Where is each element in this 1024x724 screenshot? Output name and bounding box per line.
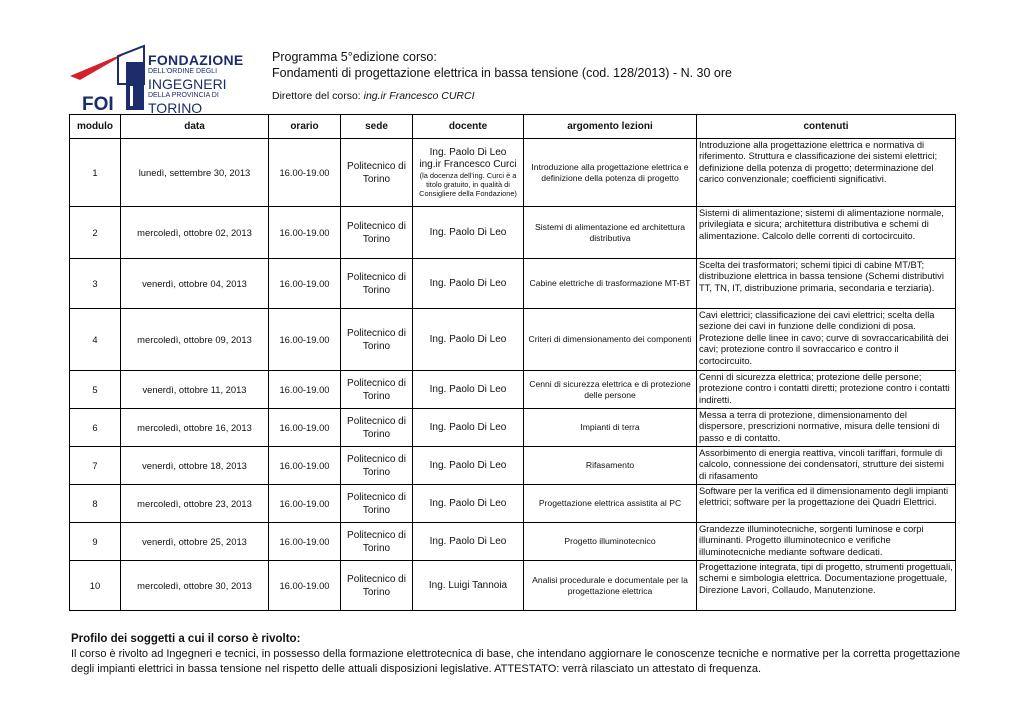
cell-orario: 16.00-19.00 xyxy=(269,259,341,309)
cell-docente xyxy=(413,447,524,485)
table-row xyxy=(70,259,956,309)
logo-abbreviation: FOI xyxy=(82,94,114,115)
docente-name: Ing. Paolo Di Leo xyxy=(429,226,507,238)
cell-modulo: 9 xyxy=(70,523,121,561)
cell-modulo: 2 xyxy=(70,207,121,259)
cell-data: lunedì, settembre 30, 2013 xyxy=(121,139,269,207)
cell-modulo: 5 xyxy=(70,371,121,409)
cell-docente xyxy=(413,139,524,207)
document-header xyxy=(272,49,732,102)
cell-orario: 16.00-19.00 xyxy=(269,561,341,611)
cell-docente xyxy=(413,371,524,409)
cell-contenuti: Scelta dei trasformatori; schemi tipici di cabine MT/BT; distribuzione elettrica in bassa tensione (Schemi distributivi TT, TN, IT, distribuzione primaria, secondaria e terziaria). xyxy=(697,259,956,309)
col-header-docente: docente xyxy=(413,115,524,139)
docente-note: (la docenza dell'ing. Curci è a titolo gratuito, in qualità di Consigliere della Fondazione) xyxy=(419,171,517,198)
cell-modulo: 8 xyxy=(70,485,121,523)
cell-contenuti: Sistemi di alimentazione; sistemi di alimentazione normale, privilegiata e sicura; architettura distributiva e schemi di alimentazione. Calcolo delle correnti di cortocircuito. xyxy=(697,207,956,259)
col-header-data: data xyxy=(121,115,269,139)
cell-argomento: Introduzione alla progettazione elettrica e definizione della potenza di progetto xyxy=(524,139,697,207)
cell-orario: 16.00-19.00 xyxy=(269,447,341,485)
logo-text-dellordine: DELL'ORDINE DEGLI xyxy=(148,68,218,75)
cell-modulo: 3 xyxy=(70,259,121,309)
cell-argomento: Progetto illuminotecnico xyxy=(524,523,697,561)
cell-sede: Politecnico di Torino xyxy=(341,523,413,561)
cell-sede: Politecnico di Torino xyxy=(341,309,413,371)
table-row xyxy=(70,447,956,485)
cell-data: venerdì, ottobre 04, 2013 xyxy=(121,259,269,309)
cell-modulo: 1 xyxy=(70,139,121,207)
cell-argomento: Cenni di sicurezza elettrica e di protezione delle persone xyxy=(524,371,697,409)
cell-orario: 16.00-19.00 xyxy=(269,409,341,447)
cell-docente xyxy=(413,485,524,523)
director-label: Direttore del corso: xyxy=(272,90,364,102)
docente-name: Ing. Paolo Di Leo xyxy=(429,333,507,345)
logo-text-torino: TORINO xyxy=(148,100,203,116)
cell-orario: 16.00-19.00 xyxy=(269,371,341,409)
cell-contenuti: Grandezze illuminotecniche, sorgenti luminose e corpi illuminanti. Progetto illuminotecnico e verifiche illuminotecniche mediante software dedicati. xyxy=(697,523,956,561)
target-description: Il corso è rivolto ad Ingegneri e tecnici, in possesso della formazione elettrotecnica di base, che intendano aggiornare le conoscenze tecniche e normative per la corretta progettazione degli impianti elettrici in bassa tensione nel rispetto delle attuali disposizioni legislative. ATTESTATO: verrà rilasciato un attestato di frequenza. xyxy=(71,648,961,675)
program-edition: Programma 5°edizione corso: xyxy=(272,50,437,64)
cell-sede: Politecnico di Torino xyxy=(341,139,413,207)
cell-sede: Politecnico di Torino xyxy=(341,371,413,409)
cell-sede: Politecnico di Torino xyxy=(341,259,413,309)
cell-sede: Politecnico di Torino xyxy=(341,561,413,611)
table-row xyxy=(70,409,956,447)
docente-name: Ing. Luigi Tannoia xyxy=(428,579,508,591)
cell-argomento: Impianti di terra xyxy=(524,409,697,447)
cell-modulo: 4 xyxy=(70,309,121,371)
cell-orario: 16.00-19.00 xyxy=(269,207,341,259)
table-row xyxy=(70,139,956,207)
table-row xyxy=(70,309,956,371)
foi-logo xyxy=(70,44,244,116)
cell-docente xyxy=(413,207,524,259)
cell-modulo: 7 xyxy=(70,447,121,485)
cell-data: venerdì, ottobre 18, 2013 xyxy=(121,447,269,485)
cell-contenuti: Software per la verifica ed il dimensionamento degli impianti elettrici; software per la progettazione dei Quadri Elettrici. xyxy=(697,485,956,523)
docente-name: Ing. Paolo Di Leo xyxy=(429,535,507,547)
cell-data: mercoledì, ottobre 02, 2013 xyxy=(121,207,269,259)
cell-contenuti: Cavi elettrici; classificazione dei cavi elettrici; scelta della sezione dei cavi in funzione delle condizioni di posa. Protezione delle linee in cavo; curve di sovraccaricabilità dei cavi; protezione contro il sovraccarico e contro il cortocircuito. xyxy=(697,309,956,371)
docente-name: Ing. Paolo Di Leo xyxy=(429,497,507,509)
cell-data: venerdì, ottobre 25, 2013 xyxy=(121,523,269,561)
table-header-row xyxy=(70,115,956,139)
col-header-sede: sede xyxy=(341,115,413,139)
docente-name-2: ing.ir Francesco Curci xyxy=(419,159,517,170)
course-target-section xyxy=(71,632,971,676)
cell-data: mercoledì, ottobre 16, 2013 xyxy=(121,409,269,447)
cell-data: mercoledì, ottobre 09, 2013 xyxy=(121,309,269,371)
cell-docente xyxy=(413,523,524,561)
cell-sede: Politecnico di Torino xyxy=(341,485,413,523)
schedule-table xyxy=(69,114,956,611)
cell-argomento: Criteri di dimensionamento dei componenti xyxy=(524,309,697,371)
cell-orario: 16.00-19.00 xyxy=(269,309,341,371)
course-title: Fondamenti di progettazione elettrica in bassa tensione (cod. 128/2013) - N. 30 ore xyxy=(272,66,732,80)
logo-text-provincia: DELLA PROVINCIA DI xyxy=(148,92,219,99)
cell-docente xyxy=(413,409,524,447)
cell-contenuti: Assorbimento di energia reattiva, vincoli tariffari, formule di calcolo, connessione dei condensatori, strutture dei sistemi di rifasamento xyxy=(697,447,956,485)
cell-docente xyxy=(413,561,524,611)
table-row xyxy=(70,371,956,409)
docente-name: Ing. Paolo Di Leo xyxy=(429,277,507,289)
cell-orario: 16.00-19.00 xyxy=(269,485,341,523)
cell-data: mercoledì, ottobre 23, 2013 xyxy=(121,485,269,523)
cell-orario: 16.00-19.00 xyxy=(269,139,341,207)
cell-sede: Politecnico di Torino xyxy=(341,447,413,485)
cell-argomento: Cabine elettriche di trasformazione MT-BT xyxy=(524,259,697,309)
cell-sede: Politecnico di Torino xyxy=(341,207,413,259)
table-row xyxy=(70,523,956,561)
cell-contenuti: Introduzione alla progettazione elettrica e normativa di riferimento. Struttura e classificazione dei sistemi elettrici; definizione della potenza di progetto; determinazione del carico convenzionale; coefficienti significativi. xyxy=(697,139,956,207)
docente-name: Ing. Paolo Di Leo xyxy=(429,147,507,158)
col-header-modulo: modulo xyxy=(70,115,121,139)
course-director xyxy=(272,90,732,102)
cell-modulo: 10 xyxy=(70,561,121,611)
cell-argomento: Progettazione elettrica assistita al PC xyxy=(524,485,697,523)
docente-name: Ing. Paolo Di Leo xyxy=(429,383,507,395)
table-row xyxy=(70,561,956,611)
logo-text-ingegneri: INGEGNERI xyxy=(148,76,227,92)
cell-data: mercoledì, ottobre 30, 2013 xyxy=(121,561,269,611)
col-header-orario: orario xyxy=(269,115,341,139)
target-title: Profilo dei soggetti a cui il corso è rivolto: xyxy=(71,633,301,645)
cell-sede: Politecnico di Torino xyxy=(341,409,413,447)
director-name: ing.ir Francesco CURCI xyxy=(363,90,475,102)
cell-docente xyxy=(413,309,524,371)
cell-contenuti: Progettazione integrata, tipi di progetto, strumenti progettuali, schemi e simbologia elettrica. Documentazione progettuale, Direzione Lavori, Collaudo, Manutenzione. xyxy=(697,561,956,611)
cell-data: venerdì, ottobre 11, 2013 xyxy=(121,371,269,409)
docente-name: Ing. Paolo Di Leo xyxy=(429,459,507,471)
logo-text-fondazione: FONDAZIONE xyxy=(148,52,244,68)
cell-modulo: 6 xyxy=(70,409,121,447)
cell-argomento: Rifasamento xyxy=(524,447,697,485)
cell-contenuti: Cenni di sicurezza elettrica; protezione delle persone; protezione contro i contatti diretti; protezione contro i contatti indiretti. xyxy=(697,371,956,409)
cell-docente xyxy=(413,259,524,309)
cell-contenuti: Messa a terra di protezione, dimensionamento del dispersore, prescrizioni normative, misura delle tensioni di passo e di contatto. xyxy=(697,409,956,447)
col-header-argomento: argomento lezioni xyxy=(524,115,697,139)
cell-argomento: Analisi procedurale e documentale per la progettazione elettrica xyxy=(524,561,697,611)
cell-orario: 16.00-19.00 xyxy=(269,523,341,561)
table-row xyxy=(70,207,956,259)
docente-name: Ing. Paolo Di Leo xyxy=(429,421,507,433)
cell-argomento: Sistemi di alimentazione ed architettura distributiva xyxy=(524,207,697,259)
col-header-contenuti: contenuti xyxy=(697,115,956,139)
table-row xyxy=(70,485,956,523)
